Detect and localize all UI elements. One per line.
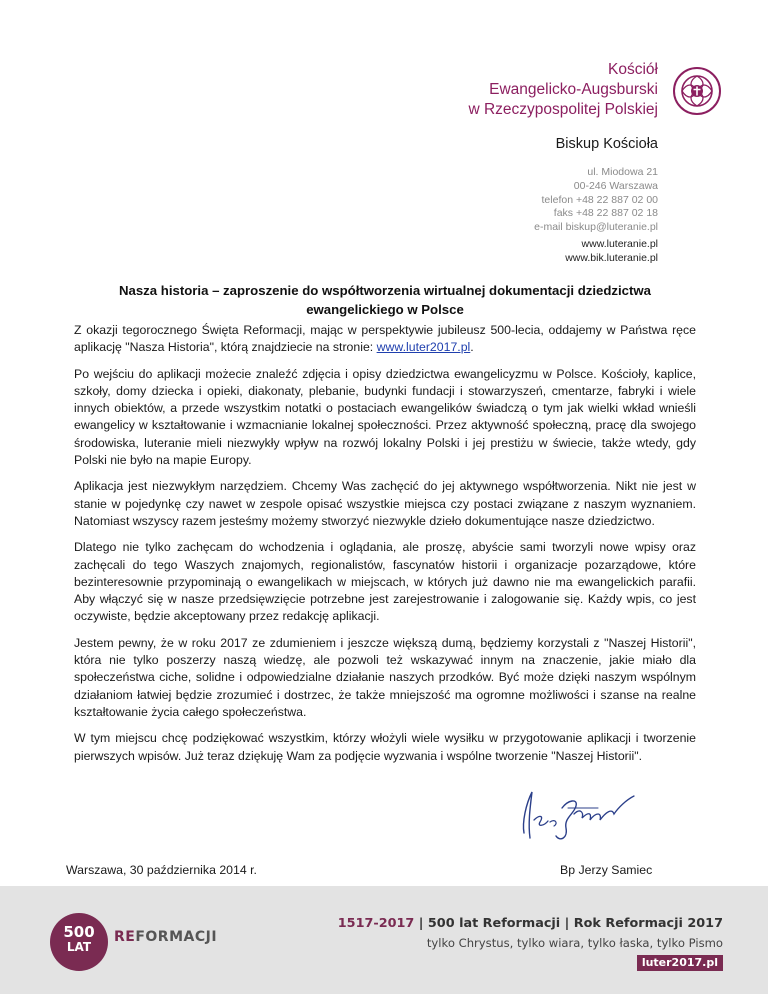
letter-title [75, 281, 695, 319]
address-street: ul. Miodowa 21 [587, 166, 658, 178]
letter-title-line-1: Nasza historia – zaproszenie do współtworzenia wirtualnej dokumentacji dziedzictwa [118, 283, 651, 298]
bishop-title: Biskup Kościoła [555, 136, 658, 152]
letter-body [74, 322, 696, 774]
website-bik[interactable]: www.bik.luteranie.pl [565, 251, 658, 264]
footer-url[interactable]: luter2017.pl [637, 955, 723, 971]
anniversary-slogan [338, 916, 723, 931]
church-name-line-3: w Rzeczypospolitej Polskiej [468, 101, 658, 118]
wordmark-prefix: RE [114, 929, 136, 945]
church-name [468, 60, 658, 120]
paragraph-6: W tym miejscu chcę podziękować wszystkim, którzy włożyli wiele wysiłku w przygotowanie aplikacji i tworzenie pierwszych wpisów. Już teraz dziękuję Wam za podjęcie wyzwania i wspólne tworzenie "Naszej Historii". [74, 731, 696, 763]
paragraph-1 [74, 322, 696, 357]
paragraph-5: Jestem pewny, że w roku 2017 ze zdumieniem i jeszcze większą dumą, będziemy korzystali z "Naszej Historii", która nie tylko poszerzy naszą wiedzę, ale pozwoli też wskazywać innym na znaczenie, jakie miało dla społeczeństwa ciche, solidne i odpowiedzialne działanie naszych przodków. Być może dzięki naszym wspólnym działaniom łatwiej będzie zrozumieć i dostrzec, że także mniejszość ma ogromne możliwości i szanse na realne kształtowanie życia całego społeczeństwa. [74, 635, 696, 719]
place-date: Warszawa, 30 października 2014 r. [66, 863, 257, 877]
paragraph-4: Dlatego nie tylko zachęcam do wchodzenia i oglądania, ale proszę, abyście sami tworzyli nowe wpisy oraz zachęcali do tego Waszych znajomych, regionalistów, fascynatów historii i organizacje pozarządowe, które bezinteresownie przypominają o ewangelikach w miejscach, w których już dawno nie ma ewangelickich parafii. Aby włączyć się w nasze przedsięwzięcie potrzebne jest zarejestrowanie i zalogowanie się. Każdy wpis, co jest oczywiste, będzie akceptowany przez redakcję aplikacji. [74, 540, 696, 624]
website-luteranie[interactable]: www.luteranie.pl [581, 238, 658, 250]
handwritten-signature [510, 778, 650, 848]
paragraph-1-text: Z okazji tegorocznego Święta Reformacji, mając w perspektywie jubileusz 500-lecia, oddajemy w Państwa ręce aplikację "Nasza Historia", którą znajdziecie na stronie: [74, 323, 696, 355]
websites [565, 238, 658, 266]
wordmark-suffix: FORMACJI [135, 929, 218, 945]
address-fax: faks +48 22 887 02 18 [553, 207, 658, 220]
letter-title-line-2: ewangelickiego w Polsce [306, 302, 464, 317]
solas-motto: tylko Chrystus, tylko wiara, tylko łaska, tylko Pismo [426, 936, 723, 950]
footer-banner [0, 886, 768, 994]
address-phone: telefon +48 22 887 02 00 [541, 193, 658, 206]
contact-address [534, 166, 658, 235]
church-seal-icon [672, 66, 722, 116]
address-city: 00-246 Warszawa [573, 179, 658, 192]
slogan-years: 1517-2017 [337, 916, 415, 931]
address-email: e-mail biskup@luteranie.pl [534, 221, 658, 234]
church-name-line-2: Ewangelicko-Augsburski [489, 81, 658, 98]
paragraph-2: Po wejściu do aplikacji możecie znaleźć zdjęcia i opisy dziedzictwa ewangelicyzmu w Polsce. Kościoły, kaplice, szkoły, domy dziecka i opieki, diakonaty, plebanie, budynki fundacji i stowarzyszeń, cmentarze, fabryki i wiele innych obiektów, a przede wszystkim notatki o postaciach ewangelików świadczą o tym jak wielki wkład wnieśli ewangelicy w kształtowanie i wzmacnianie lokalnej społeczności. Przez aktywność społeczną, pracę dla swojego środowiska, luteranie mieli niezwykły wpływ na rozwój lokalny Polski i jej prestiżu w świecie, także wtedy, gdy Polski nie było na mapie Europy. [74, 366, 696, 468]
slogan-text: | 500 lat Reformacji | Rok Reformacji 2017 [414, 916, 723, 931]
paragraph-1-end: . [470, 340, 474, 355]
signer-name: Bp Jerzy Samiec [560, 863, 653, 877]
badge-label: LAT [66, 940, 92, 954]
500-lat-badge [50, 913, 108, 971]
badge-number: 500 [63, 923, 95, 941]
church-name-line-1: Kościół [608, 61, 658, 78]
luter2017-link[interactable]: www.luter2017.pl [376, 340, 471, 355]
paragraph-3: Aplikacja jest niezwykłym narzędziem. Chcemy Was zachęcić do jej aktywnego współtworzenia. Nikt nie jest w stanie w pojedynkę czy nawet w zespole opisać wszystkie miejsca czy postaci związane z naszym wyznaniem. Natomiast wszyscy razem jesteśmy możemy stworzyć niezwykle dzieło dokumentujące nasze dziedzictwo. [74, 479, 696, 528]
reformacji-wordmark [114, 929, 217, 945]
